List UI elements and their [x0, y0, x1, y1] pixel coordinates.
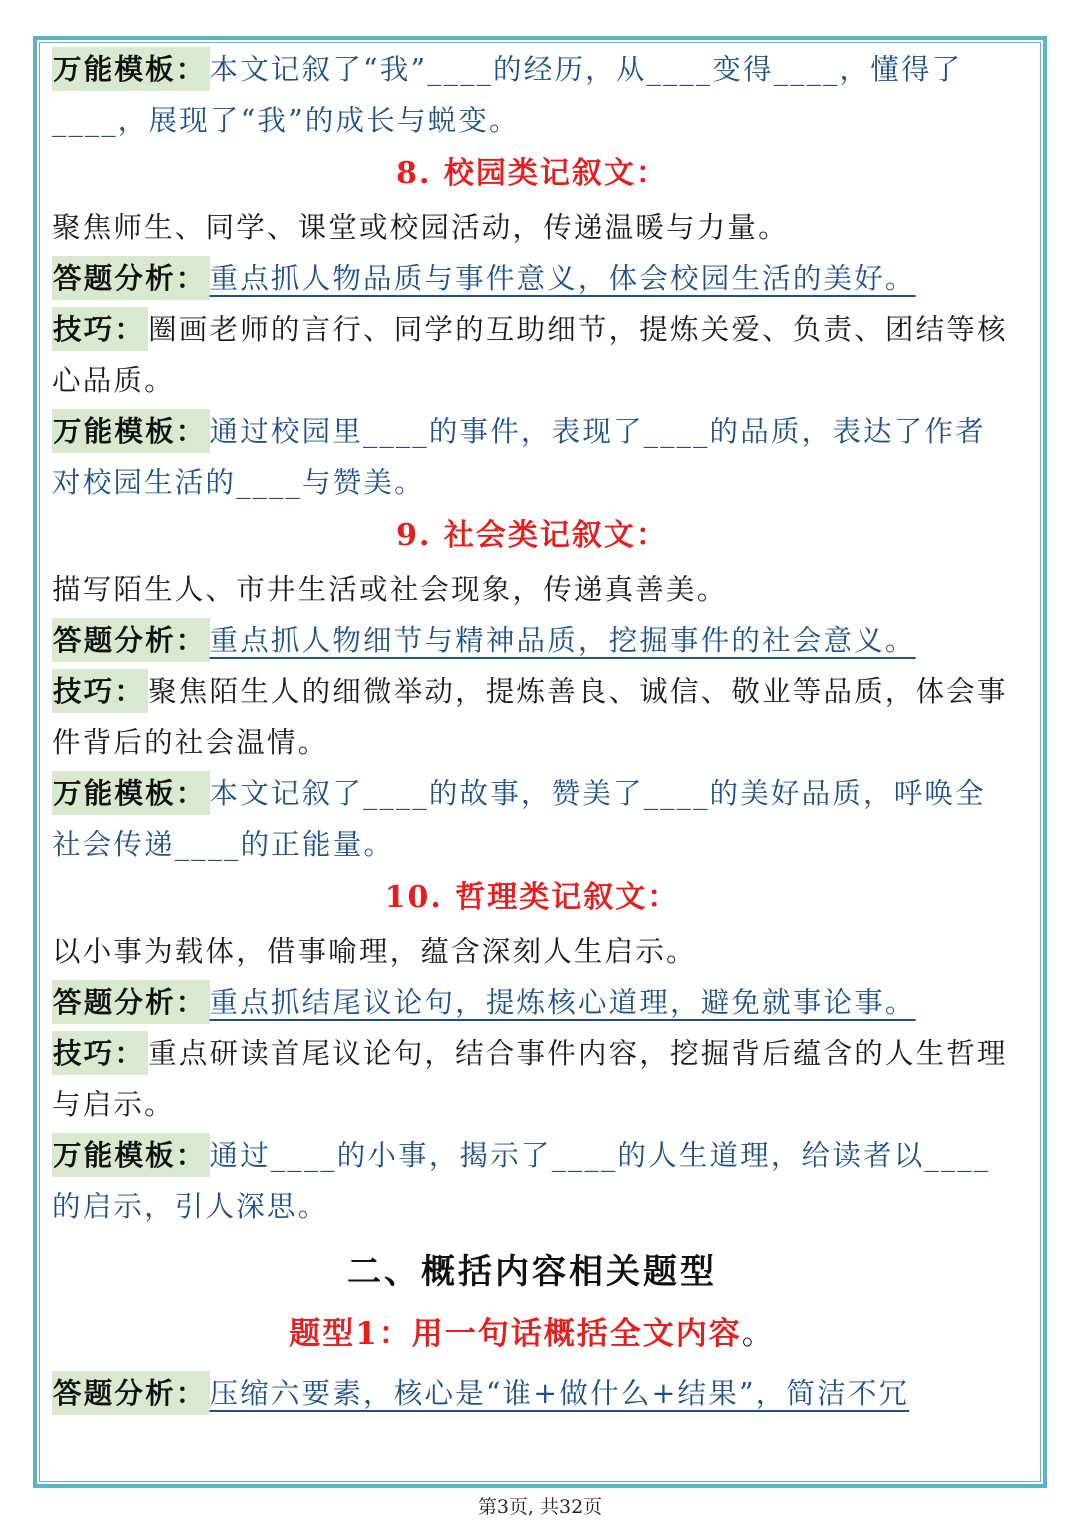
analysis-text: 重点抓人物细节与精神品质，挖掘事件的社会意义。: [209, 624, 916, 657]
tip-text: 重点研读首尾议论句，结合事件内容，挖掘背后蕴含的人生哲理与启示。: [52, 1037, 1008, 1121]
tip-label: 技巧：: [52, 307, 148, 351]
template-text: 通过校园里____的事件，表现了____的品质，表达了作者对校园生活的____与赞美。: [52, 415, 986, 499]
template-label: 万能模板：: [52, 1133, 210, 1177]
part-heading: 二、概括内容相关题型: [347, 1252, 717, 1292]
section-intro: 聚焦师生、同学、课堂或校园活动，传递温暖与力量。: [52, 211, 789, 244]
template-text: 本文记叙了____的故事，赞美了____的美好品质，呼唤全社会传递____的正能量。: [52, 777, 986, 861]
analysis-label: 答题分析：: [52, 1371, 210, 1415]
tip-text: 聚焦陌生人的细微举动，提炼善良、诚信、敬业等品质，体会事件背后的社会温情。: [52, 675, 1008, 759]
analysis-text: 压缩六要素，核心是“谁+做什么+结果”，简洁不冗: [209, 1377, 910, 1410]
tip-text: 圈画老师的言行、同学的互助细节，提炼关爱、负责、团结等核心品质。: [52, 313, 1008, 397]
analysis-label: 答题分析：: [52, 618, 210, 662]
question-type-tail: 。: [741, 1316, 775, 1352]
template-paragraph: [52, 44, 1012, 146]
template-text: 本文记叙了“我”____的经历，从____变得____，懂得了____，展现了“我”的成长与蜕变。: [52, 53, 963, 137]
analysis-paragraph: [52, 977, 1012, 1028]
template-paragraph: [52, 1130, 1012, 1232]
section-intro: 以小事为载体，借事喻理，蕴含深刻人生启示。: [52, 935, 697, 968]
question-type-heading: [52, 1304, 1012, 1364]
question-type-title: 题型1：用一句话概括全文内容: [289, 1316, 742, 1352]
page-footer: 第3页, 共32页: [477, 1496, 603, 1518]
template-paragraph: [52, 406, 1012, 508]
document-content: [52, 44, 1012, 1419]
tip-paragraph: [52, 666, 1012, 768]
template-label: 万能模板：: [52, 409, 210, 453]
template-text: 通过____的小事，揭示了____的人生道理，给读者以____的启示，引人深思。: [52, 1139, 991, 1223]
analysis-text: 重点抓人物品质与事件意义，体会校园生活的美好。: [209, 262, 916, 295]
tip-label: 技巧：: [52, 1031, 148, 1075]
section-heading-9: 9. 社会类记叙文：: [396, 518, 668, 553]
template-label: 万能模板：: [52, 47, 210, 91]
tip-label: 技巧：: [52, 669, 148, 713]
analysis-label: 答题分析：: [52, 980, 210, 1024]
analysis-paragraph: [52, 1368, 1012, 1419]
template-paragraph: [52, 768, 1012, 870]
section-heading-8: 8. 校园类记叙文：: [396, 156, 668, 191]
section-heading-10: 10. 哲理类记叙文：: [384, 880, 680, 915]
section-intro: 描写陌生人、市井生活或社会现象，传递真善美。: [52, 573, 728, 606]
tip-paragraph: [52, 1028, 1012, 1130]
tip-paragraph: [52, 304, 1012, 406]
analysis-label: 答题分析：: [52, 256, 210, 300]
analysis-text: 重点抓结尾议论句，提炼核心道理，避免就事论事。: [209, 986, 916, 1019]
template-label: 万能模板：: [52, 771, 210, 815]
analysis-paragraph: [52, 253, 1012, 304]
analysis-paragraph: [52, 615, 1012, 666]
